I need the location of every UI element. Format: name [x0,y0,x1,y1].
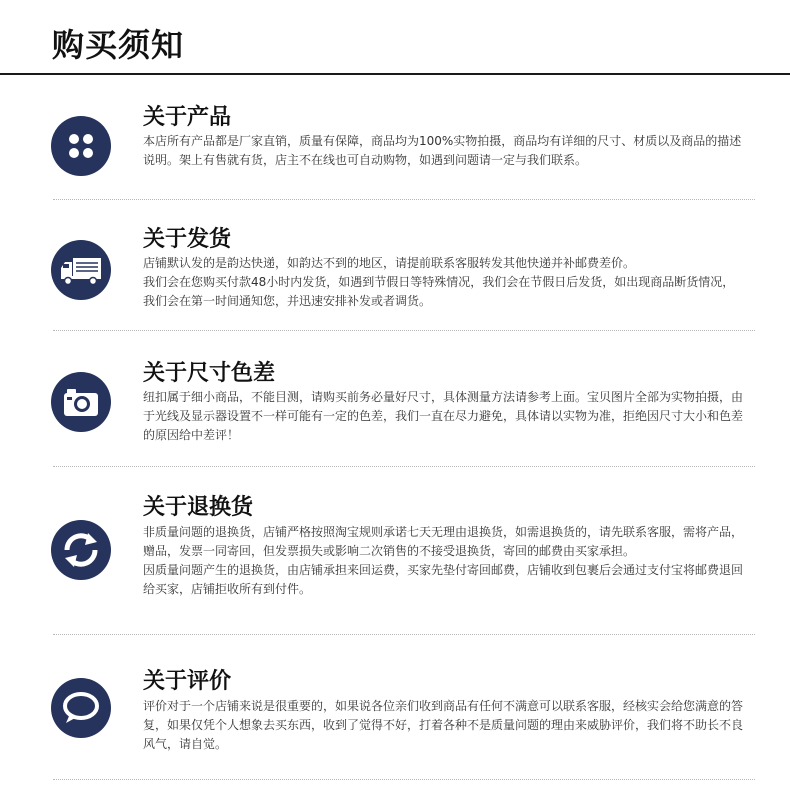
section-title: 关于尺寸色差 [143,361,276,386]
section-paragraph: 评价对于一个店铺来说是很重要的，如果说各位亲们收到商品有任何不满意可以联系客服，经核实会给您满意的答复，如果仅凭个人想象去买东西，收到了觉得不好，打着各种不是质量问题的理由来威胁评价，我们将不助长不良风气，请自觉。 [143,699,744,751]
section-divider [53,634,755,635]
section-body [143,523,743,599]
truck-icon [51,240,111,300]
section-divider [53,779,755,780]
section-body [143,132,743,170]
exchange-icon [51,520,111,580]
section-divider [53,330,755,331]
section-body [143,697,743,754]
buttons-icon [51,116,111,176]
title-rule [0,73,790,75]
section-title: 关于退换货 [143,495,254,520]
section-paragraph: 本店所有产品都是厂家直销，质量有保障，商品均为100%实物拍摄，商品均有详细的尺寸、材质以及商品的描述说明。架上有售就有货，店主不在线也可自动购物，如遇到问题请一定与我们联系。 [143,134,742,167]
speech-bubble-icon [51,678,111,738]
section-paragraph: 我们会在您购买付款48小时内发货，如遇到节假日等特殊情况，我们会在节假日后发货，如出现商品断货情况，我们会在第一时间通知您，并迅速安排补发或者调货。 [143,275,735,308]
section-paragraph: 纽扣属于细小商品，不能目测，请购买前务必量好尺寸，具体测量方法请参考上面。宝贝图片全部为实物拍摄，由于光线及显示器设置不一样可能有一定的色差，我们一直在尽力避免，具体请以实物为准，拒绝因尺寸大小和色差的原因给中差评！ [143,390,744,442]
section-title: 关于评价 [143,669,232,694]
camera-icon [51,372,111,432]
section-divider [53,466,755,467]
section-paragraph: 非质量问题的退换货，店铺严格按照淘宝规则承诺七天无理由退换货，如需退换货的，请先联系客服，需将产品，赠品，发票一同寄回，但发票损失或影响二次销售的不接受退换货，寄回的邮费由买家承担。 [143,525,744,558]
section-paragraph: 店铺默认发的是韵达快递，如韵达不到的地区，请提前联系客服转发其他快递并补邮费差价。 [143,256,636,270]
section-paragraph: 因质量问题产生的退换货，由店铺承担来回运费，买家先垫付寄回邮费，店铺收到包裹后会通过支付宝将邮费退回给买家，店铺拒收所有到付件。 [143,563,744,596]
section-body [143,388,743,445]
section-body [143,254,743,311]
section-title: 关于产品 [143,105,232,130]
page-title: 购买须知 [52,26,185,64]
section-divider [53,199,755,200]
section-title: 关于发货 [143,227,232,252]
